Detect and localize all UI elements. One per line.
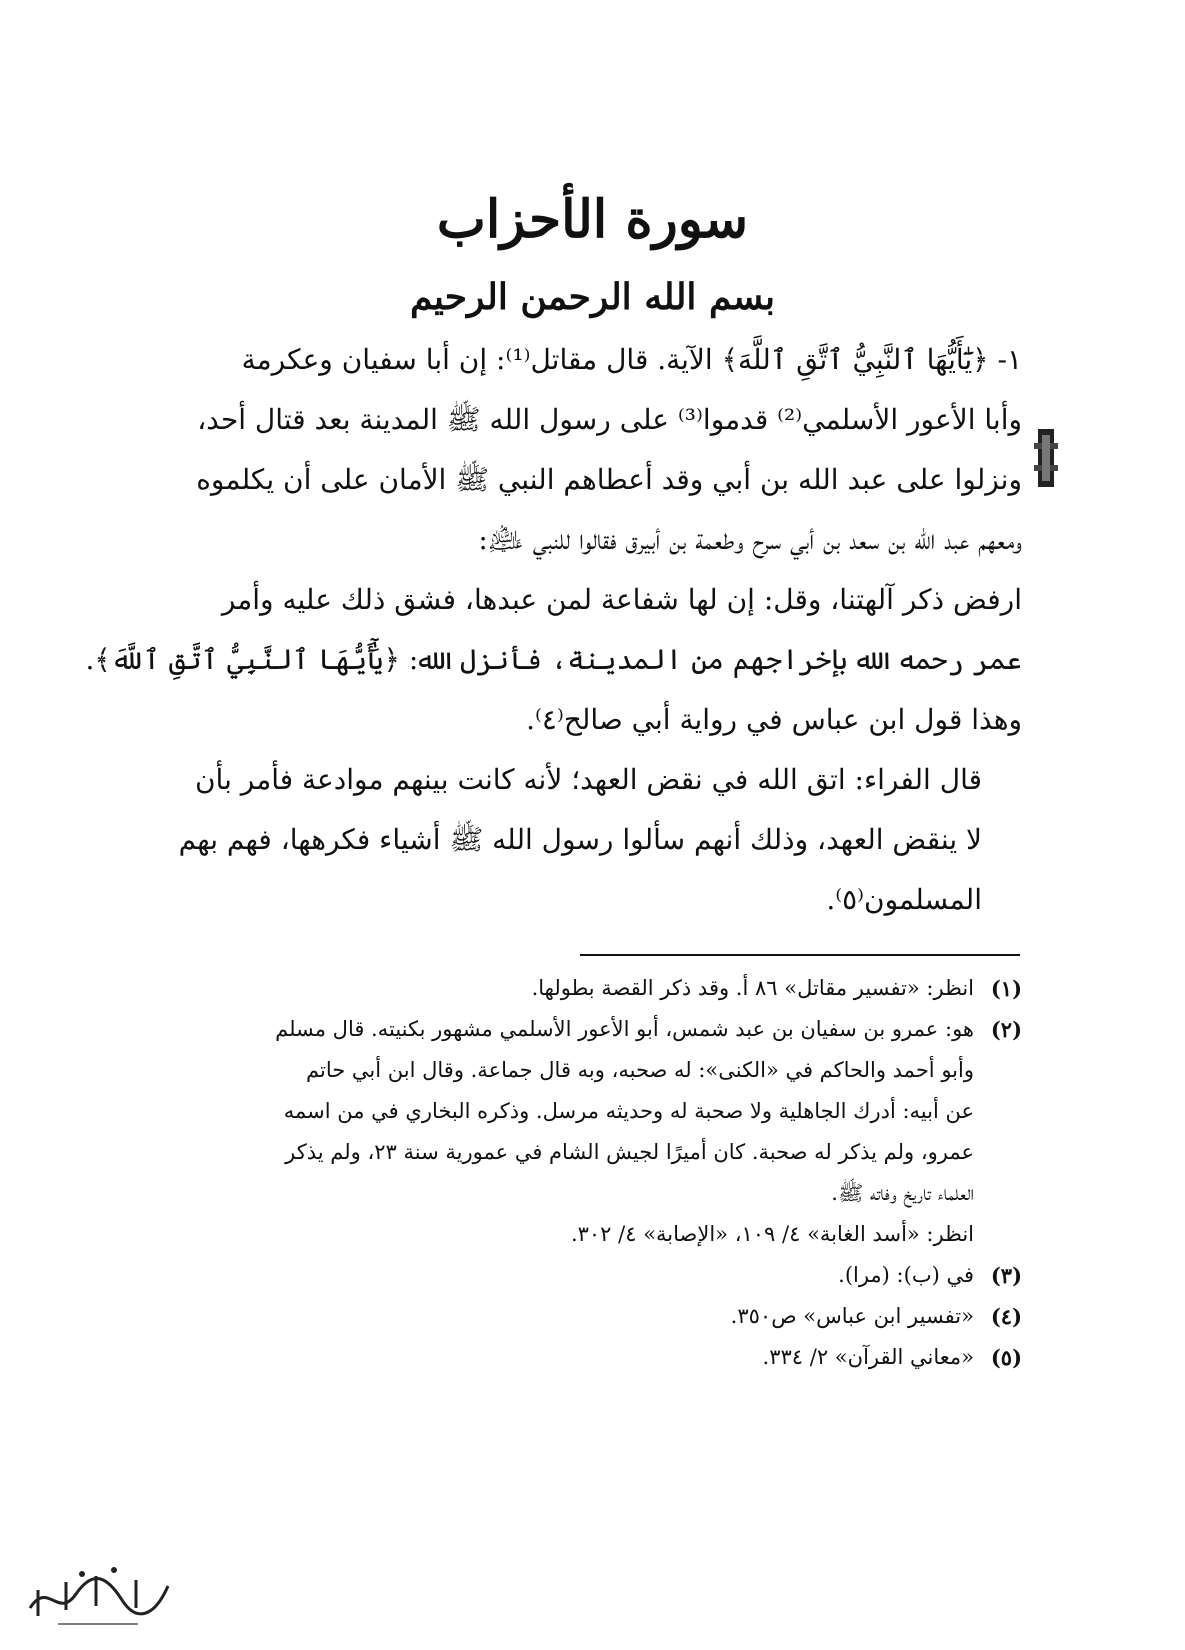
text-line: عمر رحمه الله بإخراجهم من المدينة، فأنزل الله: ﴿يَٰٓأَيُّهَا ٱلنَّبِيُّ ٱتَّقِ ٱللَّهَ﴾. <box>85 643 1022 676</box>
footnote-number: (٣) <box>990 1263 1022 1288</box>
surah-title: سورة الأحزاب <box>436 189 749 250</box>
footnote-number: (٥) <box>990 1345 1022 1370</box>
text-line: ١- ﴿يَٰٓأَيُّهَا ٱلنَّبِيُّ ٱتَّقِ ٱللَّهَ﴾ الآية. قال مقاتل⁽¹⁾: إن أبا سفيان وعكرمة <box>241 343 1022 376</box>
footnote-line: في (ب): (مرا). <box>838 1263 974 1287</box>
footnote-line: «معاني القرآن» ٢/ ٣٣٤. <box>762 1345 974 1369</box>
footnote-1 <box>110 968 1022 1009</box>
footnote-line: هو: عمرو بن سفيان بن عبد شمس، أبو الأعور الأسلمي مشهور بكنيته. قال مسلم <box>275 1017 974 1041</box>
footnote-line: «تفسير ابن عباس» ص٣٥٠. <box>730 1304 974 1328</box>
text-line: المسلمون⁽٥⁾. <box>826 883 982 916</box>
footnote-line: انظر: «تفسير مقاتل» ٨٦ أ. وقد ذكر القصة بطولها. <box>531 976 974 1000</box>
footnote-text <box>110 968 974 1009</box>
margin-ornament-icon <box>1032 425 1060 491</box>
main-text <box>85 330 1022 930</box>
paragraph-2 <box>110 750 1022 930</box>
footnotes <box>110 968 1022 1378</box>
footnote-5 <box>110 1337 1022 1378</box>
footnote-line: عمرو، ولم يذكر له صحبة. كان أميرًا لجيش الشام في عمورية سنة ٢٣، ولم يذكر <box>285 1140 974 1164</box>
text-line: وأبا الأعور الأسلمي⁽²⁾ قدموا⁽³⁾ على رسول الله ﷺ المدينة بعد قتال أحد، <box>197 403 1022 436</box>
text-line: ومعهم عبد الله بن سعد بن أبي سرح وطعمة بن أبيرق فقالوا للنبي ﵇: <box>478 523 1022 556</box>
text-line: لا ينقض العهد، وذلك أنهم سألوا رسول الله ﷺ أشياء فكرهها، فهم بهم <box>178 823 982 856</box>
footnote-divider <box>580 954 1020 956</box>
footnote-line: انظر: «أسد الغابة» ٤/ ١٠٩، «الإصابة» ٤/ ٣٠٢. <box>570 1222 974 1246</box>
footnote-2 <box>110 1009 1022 1255</box>
footnote-text <box>110 1296 974 1337</box>
footnote-line: العلماء تاريخ وفاته ﷺ. <box>831 1181 974 1205</box>
footnote-text <box>110 1009 974 1255</box>
publisher-logo-icon <box>18 1560 178 1632</box>
footnote-3 <box>110 1255 1022 1296</box>
text-line: قال الفراء: اتق الله في نقض العهد؛ لأنه كانت بينهم موادعة فأمر بأن <box>194 763 982 796</box>
text-line: ونزلوا على عبد الله بن أبي وقد أعطاهم النبي ﷺ الأمان على أن يكلموه <box>196 463 1022 496</box>
footnote-text <box>110 1255 974 1296</box>
footnote-number: (٤) <box>990 1304 1022 1329</box>
paragraph-1 <box>85 330 1022 750</box>
basmala: بسم الله الرحمن الرحيم <box>409 276 776 318</box>
footnote-line: عن أبيه: أدرك الجاهلية ولا صحبة له وحديثه مرسل. وذكره البخاري في من اسمه <box>283 1099 974 1123</box>
text-line: ارفض ذكر آلهتنا، وقل: إن لها شفاعة لمن عبدها، فشق ذلك عليه وأمر <box>221 583 1022 616</box>
footnote-line: وأبو أحمد والحاكم في «الكنى»: له صحبه، وبه قال جماعة. وقال ابن أبي حاتم <box>306 1058 974 1082</box>
footnote-number: (١) <box>990 976 1022 1001</box>
text-line: وهذا قول ابن عباس في رواية أبي صالح⁽٤⁾. <box>526 703 1022 736</box>
footnote-text <box>110 1337 974 1378</box>
footnote-4 <box>110 1296 1022 1337</box>
footnote-number: (٢) <box>990 1017 1022 1042</box>
